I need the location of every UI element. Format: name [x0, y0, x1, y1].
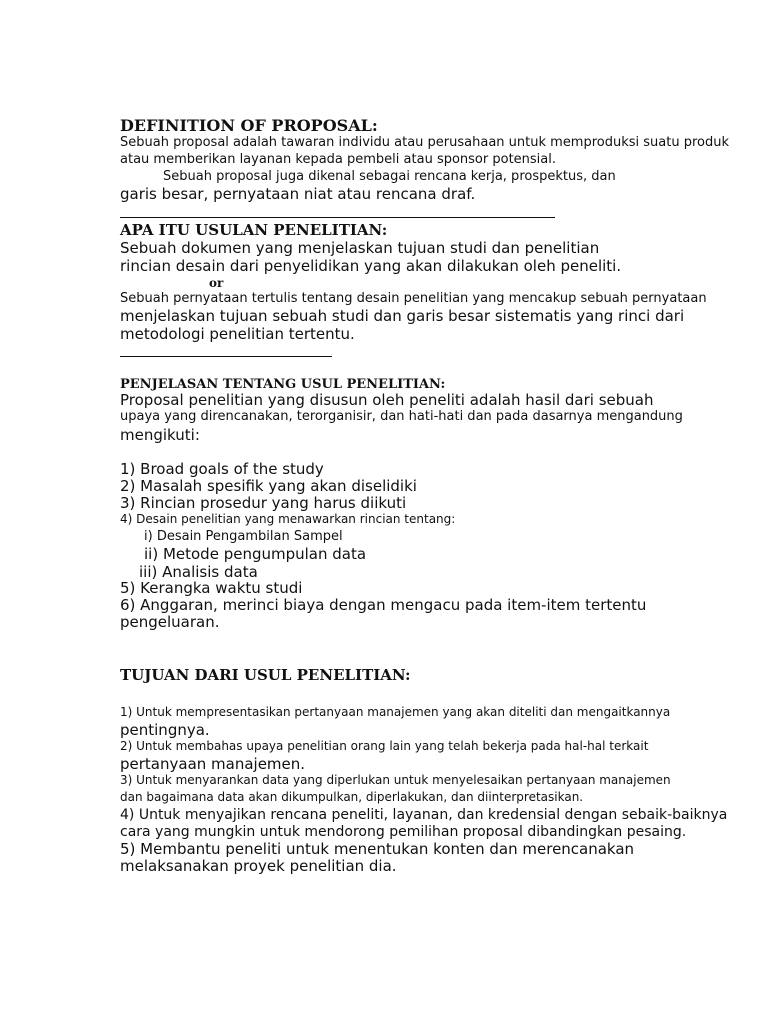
- paragraph-line: Sebuah dokumen yang menjelaskan tujuan studi dan penelitian: [120, 239, 600, 257]
- sub-list-item: iii) Analisis data: [139, 563, 258, 581]
- list-item: 5) Kerangka waktu studi: [120, 579, 303, 597]
- paragraph-line: 4) Untuk menyajikan rencana peneliti, layanan, dan kredensial dengan sebaik-baiknya: [120, 807, 728, 823]
- paragraph-line: Sebuah proposal adalah tawaran individu atau perusahaan untuk memproduksi suatu produk: [120, 135, 730, 150]
- paragraph-line: 5) Membantu peneliti untuk menentukan konten dan merencanakan: [120, 840, 635, 858]
- paragraph-line: Sebuah pernyataan tertulis tentang desain penelitian yang mencakup sebuah pernyataan: [120, 291, 707, 306]
- list-item: 4) Desain penelitian yang menawarkan rincian tentang:: [120, 512, 456, 526]
- horizontal-rule: [120, 356, 332, 357]
- paragraph-line: Proposal penelitian yang disusun oleh peneliti adalah hasil dari sebuah: [120, 391, 654, 409]
- heading-penjelasan-tentang-usul-penelitian: PENJELASAN TENTANG USUL PENELITIAN:: [120, 377, 446, 392]
- or-separator: or: [209, 276, 224, 290]
- sub-list-item: ii) Metode pengumpulan data: [144, 545, 367, 563]
- paragraph-line: 2) Untuk membahas upaya penelitian orang lain yang telah bekerja pada hal-hal terkait: [120, 739, 649, 753]
- paragraph-line: metodologi penelitian tertentu.: [120, 325, 355, 343]
- paragraph-line: pentingnya.: [120, 721, 210, 739]
- heading-tujuan-dari-usul-penelitian: TUJUAN DARI USUL PENELITIAN:: [120, 666, 411, 684]
- list-item: 1) Broad goals of the study: [120, 460, 324, 478]
- paragraph-line: garis besar, pernyataan niat atau rencana draf.: [120, 185, 476, 203]
- paragraph-line: melaksanakan proyek penelitian dia.: [120, 857, 397, 875]
- paragraph-line: pertanyaan manajemen.: [120, 755, 306, 773]
- paragraph-line: atau memberikan layanan kepada pembeli atau sponsor potensial.: [120, 152, 556, 167]
- heading-apa-itu-usulan-penelitian: APA ITU USULAN PENELITIAN:: [120, 221, 388, 239]
- paragraph-line: cara yang mungkin untuk mendorong pemilihan proposal dibandingkan pesaing.: [120, 824, 687, 840]
- sub-list-item: i) Desain Pengambilan Sampel: [144, 529, 343, 544]
- paragraph-line: rincian desain dari penyelidikan yang akan dilakukan oleh peneliti.: [120, 257, 622, 275]
- paragraph-line: mengikuti:: [120, 426, 200, 444]
- heading-definition-of-proposal: DEFINITION OF PROPOSAL:: [120, 116, 378, 135]
- paragraph-line: dan bagaimana data akan dikumpulkan, diperlakukan, dan diinterpretasikan.: [120, 790, 584, 804]
- list-item: 3) Rincian prosedur yang harus diikuti: [120, 494, 407, 512]
- paragraph-line: upaya yang direncanakan, terorganisir, dan hati-hati dan pada dasarnya mengandung: [120, 409, 683, 424]
- list-item: 2) Masalah spesifik yang akan diselidiki: [120, 477, 417, 495]
- paragraph-line: 3) Untuk menyarankan data yang diperlukan untuk menyelesaikan pertanyaan manajemen: [120, 773, 671, 787]
- horizontal-rule: [120, 217, 555, 218]
- list-item: pengeluaran.: [120, 613, 220, 631]
- paragraph-line: 1) Untuk mempresentasikan pertanyaan manajemen yang akan diteliti dan mengaitkannya: [120, 705, 671, 719]
- paragraph-line: menjelaskan tujuan sebuah studi dan garis besar sistematis yang rinci dari: [120, 307, 685, 325]
- paragraph-line: Sebuah proposal juga dikenal sebagai rencana kerja, prospektus, dan: [163, 169, 616, 184]
- list-item: 6) Anggaran, merinci biaya dengan mengacu pada item-item tertentu: [120, 596, 647, 614]
